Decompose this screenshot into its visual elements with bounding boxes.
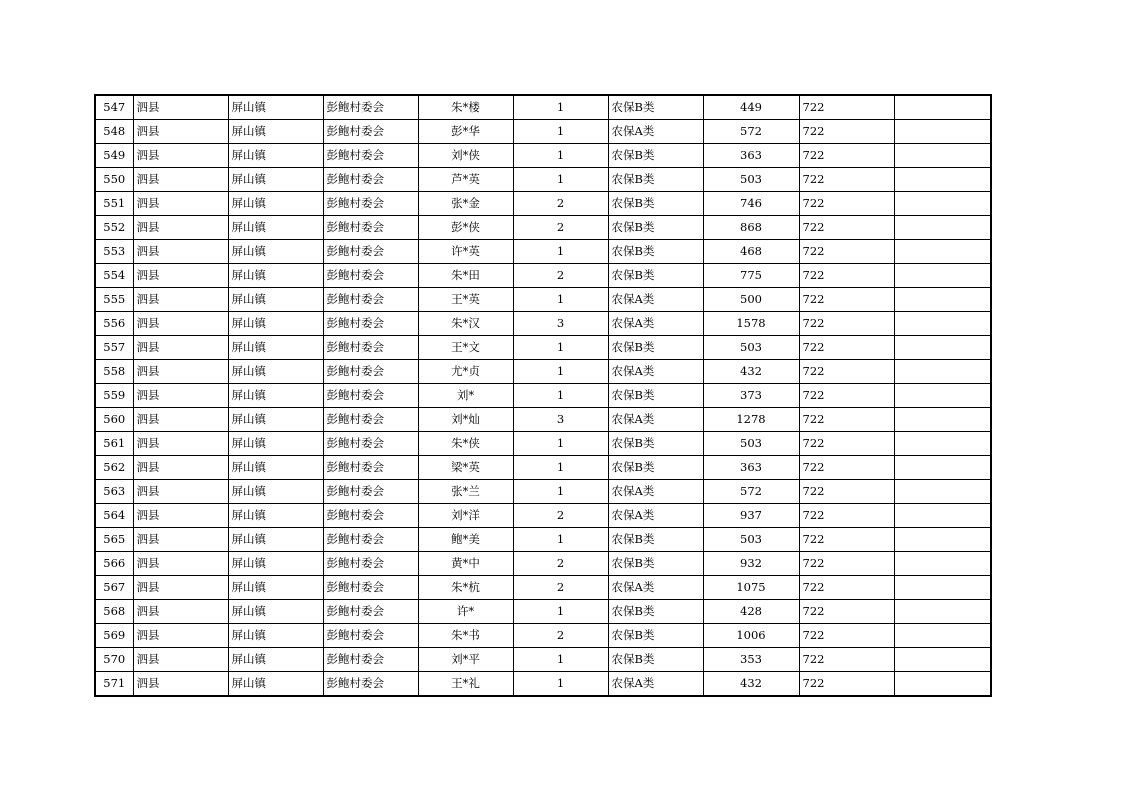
village-cell: 彭鲍村委会 (323, 192, 418, 216)
row-number-cell: 571 (95, 672, 133, 697)
standard-cell: 722 (799, 95, 894, 120)
person-name-cell: 王*文 (418, 336, 513, 360)
amount-cell: 1006 (703, 624, 799, 648)
village-cell: 彭鲍村委会 (323, 216, 418, 240)
person-name-cell: 刘*平 (418, 648, 513, 672)
household-size-cell: 2 (513, 264, 608, 288)
town-cell: 屏山镇 (228, 264, 323, 288)
standard-cell: 722 (799, 288, 894, 312)
household-size-cell: 1 (513, 456, 608, 480)
amount-cell: 746 (703, 192, 799, 216)
village-cell: 彭鲍村委会 (323, 240, 418, 264)
standard-cell: 722 (799, 480, 894, 504)
row-number-cell: 549 (95, 144, 133, 168)
household-size-cell: 1 (513, 168, 608, 192)
village-cell: 彭鲍村委会 (323, 336, 418, 360)
category-cell: 农保A类 (608, 360, 703, 384)
category-cell: 农保A类 (608, 480, 703, 504)
table-row (95, 360, 991, 384)
village-cell: 彭鲍村委会 (323, 648, 418, 672)
household-size-cell: 1 (513, 672, 608, 697)
amount-cell: 432 (703, 360, 799, 384)
village-cell: 彭鲍村委会 (323, 528, 418, 552)
village-cell: 彭鲍村委会 (323, 432, 418, 456)
standard-cell: 722 (799, 360, 894, 384)
row-number-cell: 567 (95, 576, 133, 600)
standard-cell: 722 (799, 264, 894, 288)
table-row (95, 168, 991, 192)
person-name-cell: 梁*英 (418, 456, 513, 480)
county-cell: 泗县 (133, 312, 228, 336)
household-size-cell: 1 (513, 528, 608, 552)
amount-cell: 1278 (703, 408, 799, 432)
standard-cell: 722 (799, 648, 894, 672)
town-cell: 屏山镇 (228, 672, 323, 697)
table-row (95, 95, 991, 120)
note-cell (894, 192, 991, 216)
note-cell (894, 552, 991, 576)
household-size-cell: 1 (513, 336, 608, 360)
amount-cell: 449 (703, 95, 799, 120)
standard-cell: 722 (799, 312, 894, 336)
category-cell: 农保B类 (608, 216, 703, 240)
town-cell: 屏山镇 (228, 528, 323, 552)
table-row (95, 216, 991, 240)
amount-cell: 503 (703, 528, 799, 552)
row-number-cell: 569 (95, 624, 133, 648)
county-cell: 泗县 (133, 456, 228, 480)
amount-cell: 1578 (703, 312, 799, 336)
amount-cell: 503 (703, 432, 799, 456)
table-row (95, 240, 991, 264)
standard-cell: 722 (799, 144, 894, 168)
county-cell: 泗县 (133, 600, 228, 624)
category-cell: 农保B类 (608, 648, 703, 672)
standard-cell: 722 (799, 384, 894, 408)
row-number-cell: 556 (95, 312, 133, 336)
village-cell: 彭鲍村委会 (323, 95, 418, 120)
county-cell: 泗县 (133, 216, 228, 240)
village-cell: 彭鲍村委会 (323, 552, 418, 576)
person-name-cell: 许* (418, 600, 513, 624)
town-cell: 屏山镇 (228, 600, 323, 624)
household-size-cell: 2 (513, 216, 608, 240)
town-cell: 屏山镇 (228, 336, 323, 360)
table-row (95, 384, 991, 408)
town-cell: 屏山镇 (228, 144, 323, 168)
county-cell: 泗县 (133, 504, 228, 528)
household-size-cell: 1 (513, 432, 608, 456)
standard-cell: 722 (799, 672, 894, 697)
amount-cell: 373 (703, 384, 799, 408)
town-cell: 屏山镇 (228, 456, 323, 480)
town-cell: 屏山镇 (228, 648, 323, 672)
village-cell: 彭鲍村委会 (323, 288, 418, 312)
table-row (95, 528, 991, 552)
household-size-cell: 1 (513, 120, 608, 144)
standard-cell: 722 (799, 624, 894, 648)
note-cell (894, 432, 991, 456)
table-row (95, 144, 991, 168)
note-cell (894, 600, 991, 624)
county-cell: 泗县 (133, 432, 228, 456)
note-cell (894, 408, 991, 432)
note-cell (894, 576, 991, 600)
category-cell: 农保A类 (608, 120, 703, 144)
person-name-cell: 刘*侠 (418, 144, 513, 168)
village-cell: 彭鲍村委会 (323, 456, 418, 480)
standard-cell: 722 (799, 504, 894, 528)
county-cell: 泗县 (133, 672, 228, 697)
village-cell: 彭鲍村委会 (323, 408, 418, 432)
note-cell (894, 528, 991, 552)
county-cell: 泗县 (133, 384, 228, 408)
note-cell (894, 288, 991, 312)
note-cell (894, 336, 991, 360)
household-size-cell: 2 (513, 624, 608, 648)
row-number-cell: 554 (95, 264, 133, 288)
amount-cell: 775 (703, 264, 799, 288)
category-cell: 农保A类 (608, 312, 703, 336)
table-row (95, 456, 991, 480)
village-cell: 彭鲍村委会 (323, 600, 418, 624)
household-size-cell: 1 (513, 384, 608, 408)
person-name-cell: 许*英 (418, 240, 513, 264)
note-cell (894, 216, 991, 240)
village-cell: 彭鲍村委会 (323, 480, 418, 504)
person-name-cell: 王*英 (418, 288, 513, 312)
note-cell (894, 240, 991, 264)
person-name-cell: 朱*杭 (418, 576, 513, 600)
household-size-cell: 1 (513, 144, 608, 168)
note-cell (894, 456, 991, 480)
amount-cell: 432 (703, 672, 799, 697)
row-number-cell: 566 (95, 552, 133, 576)
standard-cell: 722 (799, 216, 894, 240)
note-cell (894, 672, 991, 697)
table-row (95, 432, 991, 456)
amount-cell: 363 (703, 456, 799, 480)
person-name-cell: 鲍*美 (418, 528, 513, 552)
person-name-cell: 朱*侠 (418, 432, 513, 456)
category-cell: 农保A类 (608, 672, 703, 697)
village-cell: 彭鲍村委会 (323, 672, 418, 697)
amount-cell: 503 (703, 336, 799, 360)
table-row (95, 288, 991, 312)
standard-cell: 722 (799, 336, 894, 360)
amount-cell: 428 (703, 600, 799, 624)
row-number-cell: 563 (95, 480, 133, 504)
standard-cell: 722 (799, 192, 894, 216)
person-name-cell: 朱*汉 (418, 312, 513, 336)
standard-cell: 722 (799, 432, 894, 456)
town-cell: 屏山镇 (228, 624, 323, 648)
standard-cell: 722 (799, 120, 894, 144)
village-cell: 彭鲍村委会 (323, 168, 418, 192)
village-cell: 彭鲍村委会 (323, 120, 418, 144)
town-cell: 屏山镇 (228, 360, 323, 384)
standard-cell: 722 (799, 552, 894, 576)
standard-cell: 722 (799, 456, 894, 480)
table-row (95, 192, 991, 216)
county-cell: 泗县 (133, 192, 228, 216)
note-cell (894, 120, 991, 144)
row-number-cell: 555 (95, 288, 133, 312)
person-name-cell: 朱*田 (418, 264, 513, 288)
amount-cell: 572 (703, 120, 799, 144)
row-number-cell: 558 (95, 360, 133, 384)
county-cell: 泗县 (133, 168, 228, 192)
amount-cell: 503 (703, 168, 799, 192)
town-cell: 屏山镇 (228, 480, 323, 504)
amount-cell: 932 (703, 552, 799, 576)
county-cell: 泗县 (133, 360, 228, 384)
village-cell: 彭鲍村委会 (323, 360, 418, 384)
table-row (95, 336, 991, 360)
household-size-cell: 1 (513, 600, 608, 624)
town-cell: 屏山镇 (228, 95, 323, 120)
note-cell (894, 384, 991, 408)
town-cell: 屏山镇 (228, 288, 323, 312)
county-cell: 泗县 (133, 144, 228, 168)
standard-cell: 722 (799, 528, 894, 552)
row-number-cell: 548 (95, 120, 133, 144)
household-size-cell: 2 (513, 192, 608, 216)
household-size-cell: 1 (513, 480, 608, 504)
category-cell: 农保B类 (608, 168, 703, 192)
household-size-cell: 1 (513, 288, 608, 312)
table-row (95, 312, 991, 336)
table-row (95, 552, 991, 576)
category-cell: 农保B类 (608, 552, 703, 576)
table-row (95, 600, 991, 624)
category-cell: 农保B类 (608, 384, 703, 408)
category-cell: 农保B类 (608, 192, 703, 216)
note-cell (894, 480, 991, 504)
amount-cell: 937 (703, 504, 799, 528)
row-number-cell: 568 (95, 600, 133, 624)
county-cell: 泗县 (133, 264, 228, 288)
row-number-cell: 570 (95, 648, 133, 672)
row-number-cell: 550 (95, 168, 133, 192)
category-cell: 农保B类 (608, 95, 703, 120)
row-number-cell: 559 (95, 384, 133, 408)
row-number-cell: 552 (95, 216, 133, 240)
row-number-cell: 560 (95, 408, 133, 432)
category-cell: 农保B类 (608, 624, 703, 648)
county-cell: 泗县 (133, 408, 228, 432)
household-size-cell: 1 (513, 360, 608, 384)
note-cell (894, 504, 991, 528)
village-cell: 彭鲍村委会 (323, 576, 418, 600)
row-number-cell: 562 (95, 456, 133, 480)
row-number-cell: 551 (95, 192, 133, 216)
town-cell: 屏山镇 (228, 216, 323, 240)
category-cell: 农保B类 (608, 144, 703, 168)
county-cell: 泗县 (133, 648, 228, 672)
household-size-cell: 1 (513, 648, 608, 672)
row-number-cell: 564 (95, 504, 133, 528)
county-cell: 泗县 (133, 552, 228, 576)
amount-cell: 572 (703, 480, 799, 504)
county-cell: 泗县 (133, 288, 228, 312)
table-row (95, 264, 991, 288)
category-cell: 农保B类 (608, 456, 703, 480)
person-name-cell: 朱*书 (418, 624, 513, 648)
household-size-cell: 2 (513, 576, 608, 600)
records-table (94, 94, 992, 697)
note-cell (894, 312, 991, 336)
village-cell: 彭鲍村委会 (323, 384, 418, 408)
county-cell: 泗县 (133, 120, 228, 144)
town-cell: 屏山镇 (228, 552, 323, 576)
person-name-cell: 刘*洋 (418, 504, 513, 528)
table-row (95, 120, 991, 144)
amount-cell: 500 (703, 288, 799, 312)
amount-cell: 363 (703, 144, 799, 168)
note-cell (894, 95, 991, 120)
village-cell: 彭鲍村委会 (323, 504, 418, 528)
row-number-cell: 547 (95, 95, 133, 120)
person-name-cell: 彭*侠 (418, 216, 513, 240)
county-cell: 泗县 (133, 576, 228, 600)
household-size-cell: 1 (513, 95, 608, 120)
note-cell (894, 648, 991, 672)
person-name-cell: 张*兰 (418, 480, 513, 504)
table-row (95, 648, 991, 672)
row-number-cell: 565 (95, 528, 133, 552)
town-cell: 屏山镇 (228, 576, 323, 600)
town-cell: 屏山镇 (228, 120, 323, 144)
category-cell: 农保B类 (608, 264, 703, 288)
town-cell: 屏山镇 (228, 240, 323, 264)
row-number-cell: 553 (95, 240, 133, 264)
table-row (95, 408, 991, 432)
category-cell: 农保A类 (608, 288, 703, 312)
category-cell: 农保B类 (608, 600, 703, 624)
town-cell: 屏山镇 (228, 504, 323, 528)
household-size-cell: 3 (513, 408, 608, 432)
person-name-cell: 刘*灿 (418, 408, 513, 432)
village-cell: 彭鲍村委会 (323, 312, 418, 336)
standard-cell: 722 (799, 408, 894, 432)
person-name-cell: 彭*华 (418, 120, 513, 144)
category-cell: 农保B类 (608, 432, 703, 456)
town-cell: 屏山镇 (228, 192, 323, 216)
county-cell: 泗县 (133, 240, 228, 264)
amount-cell: 353 (703, 648, 799, 672)
note-cell (894, 144, 991, 168)
table-row (95, 672, 991, 697)
person-name-cell: 刘* (418, 384, 513, 408)
category-cell: 农保A类 (608, 504, 703, 528)
village-cell: 彭鲍村委会 (323, 624, 418, 648)
category-cell: 农保B类 (608, 336, 703, 360)
note-cell (894, 168, 991, 192)
town-cell: 屏山镇 (228, 432, 323, 456)
household-size-cell: 3 (513, 312, 608, 336)
town-cell: 屏山镇 (228, 312, 323, 336)
standard-cell: 722 (799, 576, 894, 600)
county-cell: 泗县 (133, 95, 228, 120)
table-row (95, 624, 991, 648)
category-cell: 农保A类 (608, 576, 703, 600)
standard-cell: 722 (799, 168, 894, 192)
person-name-cell: 王*礼 (418, 672, 513, 697)
note-cell (894, 360, 991, 384)
standard-cell: 722 (799, 240, 894, 264)
county-cell: 泗县 (133, 624, 228, 648)
village-cell: 彭鲍村委会 (323, 264, 418, 288)
person-name-cell: 芦*英 (418, 168, 513, 192)
category-cell: 农保A类 (608, 408, 703, 432)
document-page (94, 94, 990, 697)
table-row (95, 504, 991, 528)
town-cell: 屏山镇 (228, 408, 323, 432)
row-number-cell: 561 (95, 432, 133, 456)
person-name-cell: 朱*楼 (418, 95, 513, 120)
person-name-cell: 张*金 (418, 192, 513, 216)
amount-cell: 868 (703, 216, 799, 240)
county-cell: 泗县 (133, 336, 228, 360)
household-size-cell: 1 (513, 240, 608, 264)
village-cell: 彭鲍村委会 (323, 144, 418, 168)
amount-cell: 1075 (703, 576, 799, 600)
household-size-cell: 2 (513, 504, 608, 528)
amount-cell: 468 (703, 240, 799, 264)
town-cell: 屏山镇 (228, 384, 323, 408)
table-row (95, 576, 991, 600)
category-cell: 农保B类 (608, 528, 703, 552)
county-cell: 泗县 (133, 480, 228, 504)
person-name-cell: 黄*中 (418, 552, 513, 576)
person-name-cell: 尤*贞 (418, 360, 513, 384)
row-number-cell: 557 (95, 336, 133, 360)
household-size-cell: 2 (513, 552, 608, 576)
town-cell: 屏山镇 (228, 168, 323, 192)
county-cell: 泗县 (133, 528, 228, 552)
category-cell: 农保B类 (608, 240, 703, 264)
note-cell (894, 264, 991, 288)
note-cell (894, 624, 991, 648)
standard-cell: 722 (799, 600, 894, 624)
table-row (95, 480, 991, 504)
table-body (95, 95, 991, 696)
